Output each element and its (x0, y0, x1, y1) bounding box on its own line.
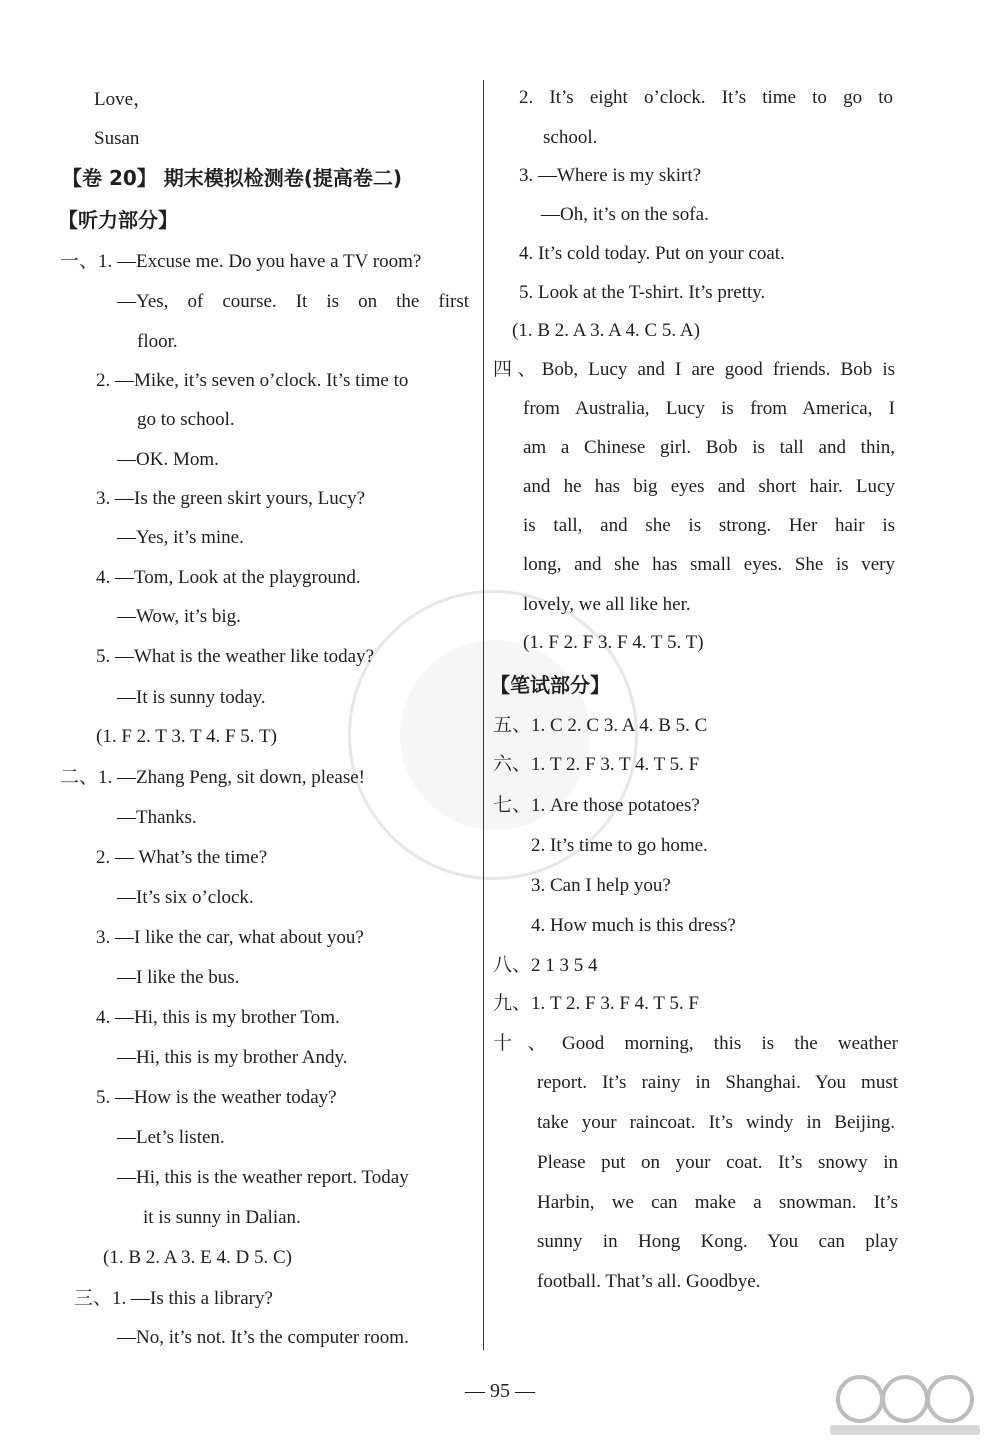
text-line: 3. —I like the car, what about you? (96, 927, 364, 948)
answer-line: 六、1. T 2. F 3. T 4. T 5. F (493, 754, 700, 775)
text-line: 3. —Where is my skirt? (519, 165, 702, 186)
text-line: 5. —What is the weather like today? (96, 646, 375, 667)
text-line: 2. — What’s the time? (96, 847, 268, 868)
section-written: 【笔试部分】 (490, 673, 610, 697)
text-line: —Let’s listen. (117, 1127, 225, 1148)
text-line: am a Chinese girl. Bob is tall and thin, (523, 437, 895, 458)
text-line: football. That’s all. Goodbye. (537, 1271, 761, 1292)
text-line: is tall, and she is strong. Her hair is (523, 515, 895, 536)
answer-line: 五、1. C 2. C 3. A 4. B 5. C (493, 715, 708, 736)
text-line: 4. —Hi, this is my brother Tom. (96, 1007, 340, 1028)
site-logo-icon (820, 1369, 990, 1439)
answer-line: 八、2 1 3 5 4 (493, 955, 598, 976)
text-line: 七、1. Are those potatoes? (493, 795, 700, 816)
text-line: 十、Good morning, this is the weather (493, 1033, 898, 1054)
text-line: 2. It’s time to go home. (531, 835, 708, 856)
text-line: school. (543, 127, 598, 148)
text-line: 4. It’s cold today. Put on your coat. (519, 243, 785, 264)
text-line: —Oh, it’s on the sofa. (541, 204, 709, 225)
text-line: report. It’s rainy in Shanghai. You must (537, 1072, 898, 1093)
answer-line: (1. B 2. A 3. E 4. D 5. C) (103, 1247, 292, 1268)
text-line: 一、1. —Excuse me. Do you have a TV room? (60, 251, 422, 272)
text-line: 四、Bob, Lucy and I are good friends. Bob is (493, 359, 895, 380)
closing-love: Love， (94, 89, 153, 110)
page-number: — 95 — (465, 1380, 535, 1402)
answer-line: (1. F 2. F 3. F 4. T 5. T) (523, 632, 704, 653)
paper-title: 【卷 20】 期末模拟检测卷(提高卷二) (62, 166, 403, 190)
text-line: —It is sunny today. (117, 687, 266, 708)
text-line: 2. It’s eight o’clock. It’s time to go to (519, 87, 893, 108)
text-line: —Yes, it’s mine. (117, 527, 244, 548)
section-listening: 【听力部分】 (58, 208, 178, 232)
text-line: go to school. (137, 409, 235, 430)
answer-line: 九、1. T 2. F 3. F 4. T 5. F (493, 993, 699, 1014)
text-line: Harbin, we can make a snowman. It’s (537, 1192, 898, 1213)
text-line: —Thanks. (117, 807, 197, 828)
text-line: —It’s six o’clock. (117, 887, 254, 908)
text-line: —Yes, of course. It is on the first (117, 291, 469, 312)
text-line: lovely, we all like her. (523, 594, 691, 615)
text-line: 4. How much is this dress? (531, 915, 736, 936)
text-line: it is sunny in Dalian. (143, 1207, 301, 1228)
text-line: —I like the bus. (117, 967, 240, 988)
column-divider (483, 80, 484, 1350)
text-line: from Australia, Lucy is from America, I (523, 398, 895, 419)
text-line: long, and she has small eyes. She is very (523, 554, 895, 575)
text-line: —OK. Mom. (117, 449, 219, 470)
closing-name: Susan (94, 128, 140, 149)
text-line: 3. Can I help you? (531, 875, 671, 896)
answer-line: (1. F 2. T 3. T 4. F 5. T) (96, 726, 277, 747)
text-line: —Wow, it’s big. (117, 606, 241, 627)
text-line: floor. (137, 331, 178, 352)
text-line: 三、1. —Is this a library? (74, 1288, 273, 1309)
text-line: take your raincoat. It’s windy in Beijing. (537, 1112, 895, 1133)
text-line: 2. —Mike, it’s seven o’clock. It’s time to (96, 370, 409, 391)
text-line: Please put on your coat. It’s snowy in (537, 1152, 898, 1173)
text-line: 4. —Tom, Look at the playground. (96, 567, 361, 588)
text-line: 二、1. —Zhang Peng, sit down, please! (60, 767, 366, 788)
text-line: —Hi, this is the weather report. Today (117, 1167, 409, 1188)
text-line: sunny in Hong Kong. You can play (537, 1231, 898, 1252)
text-line: 5. Look at the T-shirt. It’s pretty. (519, 282, 766, 303)
text-line: —No, it’s not. It’s the computer room. (117, 1327, 409, 1348)
text-line: —Hi, this is my brother Andy. (117, 1047, 348, 1068)
text-line: 5. —How is the weather today? (96, 1087, 337, 1108)
text-line: 3. —Is the green skirt yours, Lucy? (96, 488, 366, 509)
answer-line: (1. B 2. A 3. A 4. C 5. A) (512, 320, 700, 341)
text-line: and he has big eyes and short hair. Lucy (523, 476, 895, 497)
